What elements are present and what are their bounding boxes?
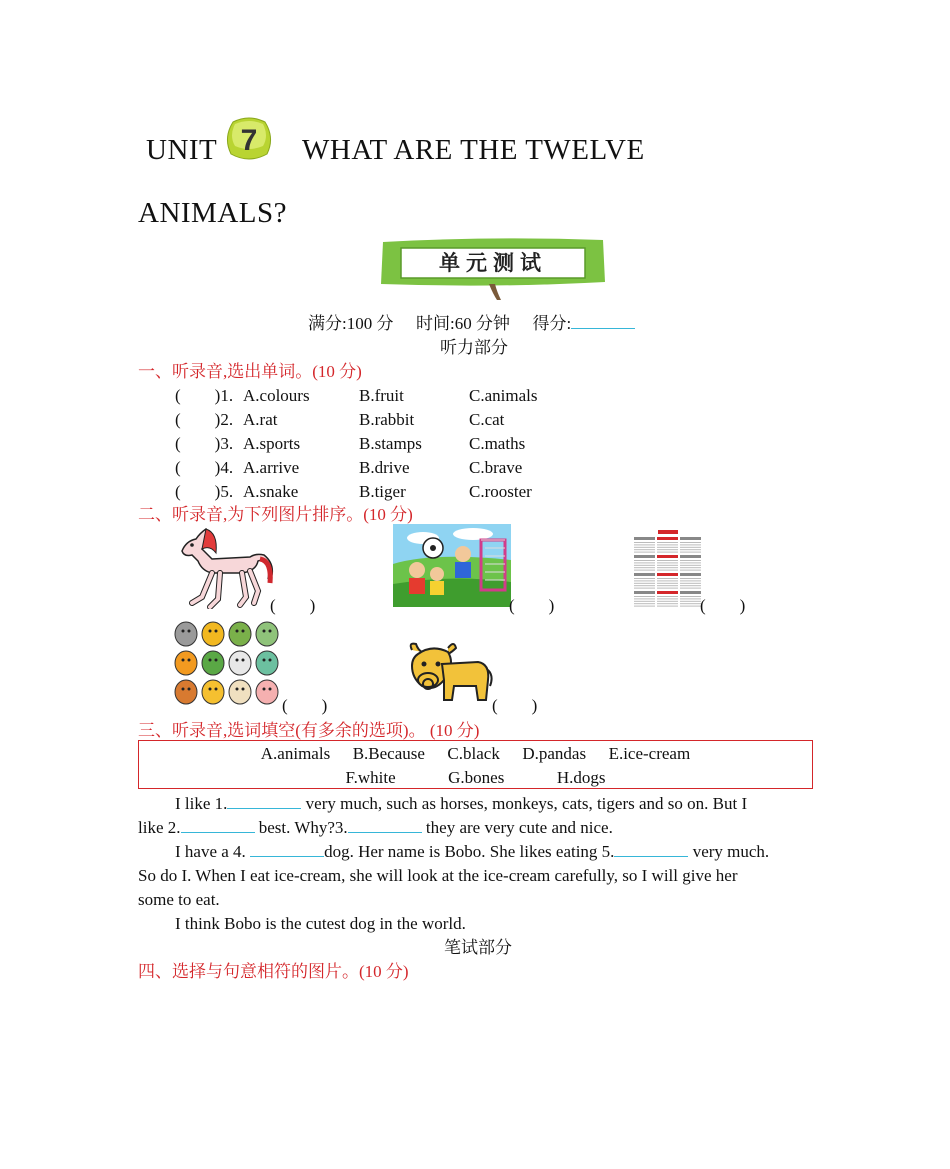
page-title-line1: WHAT ARE THE TWELVE bbox=[302, 134, 645, 166]
horse-picture bbox=[172, 527, 276, 609]
option-a: A.colours bbox=[243, 386, 310, 405]
calendar-picture bbox=[632, 530, 704, 608]
question-number[interactable]: ( )2. bbox=[175, 410, 234, 429]
page-title-line2: ANIMALS? bbox=[138, 197, 287, 229]
blank-1[interactable] bbox=[227, 792, 301, 809]
option-c: C.animals bbox=[469, 386, 538, 405]
word-bank-row1 bbox=[139, 742, 812, 766]
question-number[interactable]: ( )3. bbox=[175, 434, 234, 453]
section4-title: 四、选择与句意相符的图片。(10 分) bbox=[138, 962, 409, 981]
unit-label: UNIT bbox=[146, 134, 218, 166]
option-b: B.stamps bbox=[359, 434, 422, 453]
word-bank-box bbox=[138, 740, 813, 789]
word-option: E.ice-cream bbox=[608, 744, 691, 763]
passage-line: some to eat. bbox=[138, 890, 220, 909]
section2-title: 二、听录音,为下列图片排序。(10 分) bbox=[138, 505, 413, 524]
option-a: A.arrive bbox=[243, 458, 300, 477]
word-option: D.pandas bbox=[522, 744, 587, 763]
score-label: 得分: bbox=[532, 314, 572, 333]
answer-paren[interactable]: ( ) bbox=[492, 696, 538, 715]
passage-text: very much. bbox=[688, 842, 770, 861]
passage-text: I have a 4. bbox=[175, 842, 251, 861]
writing-part-heading: 笔试部分 bbox=[444, 938, 512, 957]
answer-paren[interactable]: ( ) bbox=[509, 596, 555, 615]
word-option: B.Because bbox=[352, 744, 425, 763]
svg-text:7: 7 bbox=[240, 124, 258, 157]
full-score: 满分:100 分 bbox=[308, 314, 394, 333]
zodiac-animals-picture bbox=[172, 620, 282, 708]
passage-text: dog. Her name is Bobo. She likes eating 5. bbox=[324, 842, 615, 861]
passage-text: best. Why?3. bbox=[254, 818, 348, 837]
option-c: C.rooster bbox=[469, 482, 532, 501]
section1-questions bbox=[175, 384, 675, 504]
blank-5[interactable] bbox=[614, 840, 688, 857]
passage-line bbox=[175, 840, 769, 864]
passage-text: like 2. bbox=[138, 818, 181, 837]
time-limit: 时间:60 分钟 bbox=[415, 314, 510, 333]
soccer-picture bbox=[393, 524, 511, 607]
option-a: A.snake bbox=[243, 482, 299, 501]
option-a: A.rat bbox=[243, 410, 278, 429]
section1-title: 一、听录音,选出单词。(10 分) bbox=[138, 362, 362, 381]
ox-picture bbox=[404, 640, 494, 708]
passage-text: they are very cute and nice. bbox=[421, 818, 613, 837]
option-c: C.maths bbox=[469, 434, 526, 453]
option-a: A.sports bbox=[243, 434, 301, 453]
answer-paren[interactable]: ( ) bbox=[270, 596, 316, 615]
passage-text: I like 1. bbox=[175, 794, 228, 813]
option-b: B.fruit bbox=[359, 386, 404, 405]
unit-test-banner bbox=[379, 236, 607, 302]
option-b: B.tiger bbox=[359, 482, 406, 501]
passage-line: I think Bobo is the cutest dog in the world. bbox=[175, 914, 466, 933]
option-b: B.rabbit bbox=[359, 410, 415, 429]
word-option: G.bones bbox=[448, 768, 505, 787]
passage-line bbox=[138, 816, 613, 840]
unit-test-banner-text: 单元测试 bbox=[439, 251, 547, 275]
blank-4[interactable] bbox=[250, 840, 324, 857]
option-b: B.drive bbox=[359, 458, 410, 477]
blank-3[interactable] bbox=[348, 816, 422, 833]
option-c: C.brave bbox=[469, 458, 523, 477]
word-bank-row2 bbox=[139, 766, 812, 790]
section3-title: 三、听录音,选词填空(有多余的选项)。 (10 分) bbox=[138, 721, 480, 740]
listening-part-heading: 听力部分 bbox=[440, 338, 508, 357]
unit-number-badge bbox=[225, 116, 273, 162]
score-blank[interactable] bbox=[571, 312, 635, 329]
question-number[interactable]: ( )4. bbox=[175, 458, 234, 477]
answer-paren[interactable]: ( ) bbox=[282, 696, 328, 715]
question-number[interactable]: ( )1. bbox=[175, 386, 234, 405]
word-option: H.dogs bbox=[556, 768, 606, 787]
passage-line: So do I. When I eat ice-cream, she will look at the ice-cream carefully, so I will give her bbox=[138, 866, 738, 885]
word-option: A.animals bbox=[260, 744, 331, 763]
word-option: F.white bbox=[345, 768, 396, 787]
blank-2[interactable] bbox=[181, 816, 255, 833]
option-c: C.cat bbox=[469, 410, 505, 429]
question-number[interactable]: ( )5. bbox=[175, 482, 234, 501]
answer-paren[interactable]: ( ) bbox=[700, 596, 746, 615]
passage-text: very much, such as horses, monkeys, cats, tigers and so on. But I bbox=[301, 794, 748, 813]
meta-line bbox=[308, 312, 635, 336]
passage-line bbox=[175, 792, 747, 816]
word-option: C.black bbox=[447, 744, 500, 763]
